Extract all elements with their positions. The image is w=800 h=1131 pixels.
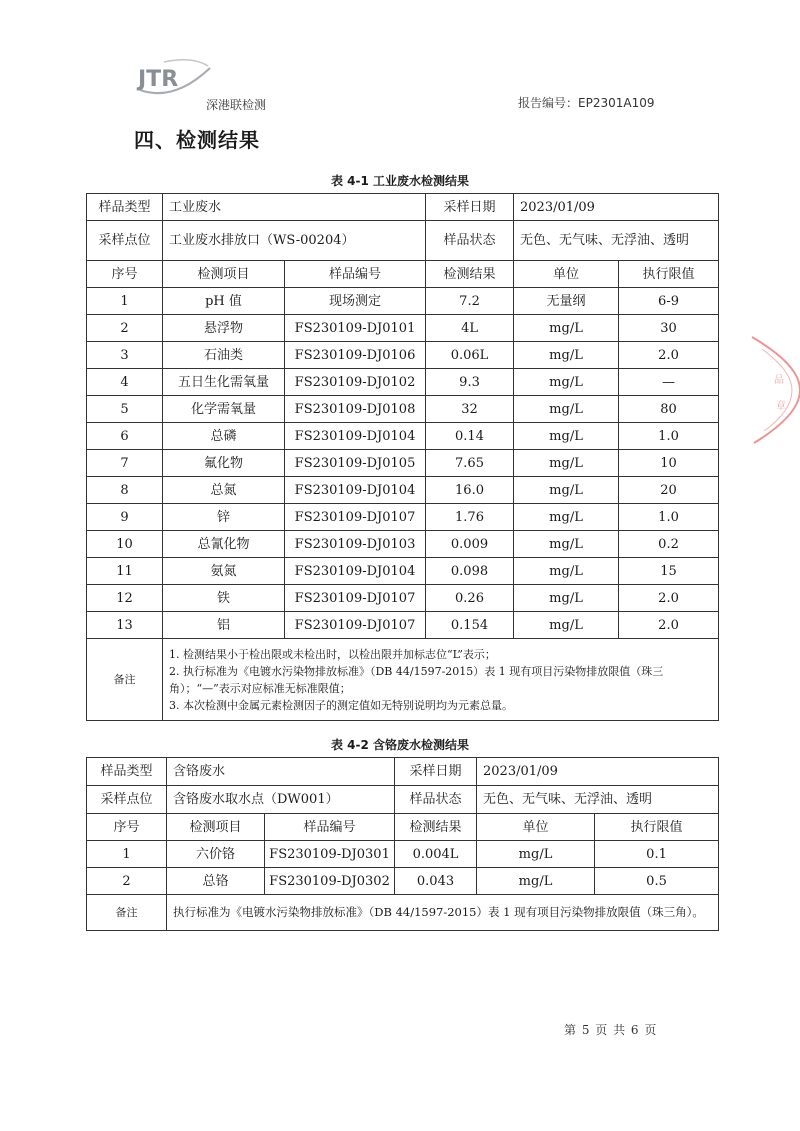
cell-no: 7: [87, 450, 163, 477]
cell-result: 7.65: [426, 450, 514, 477]
company-name: 深港联检测: [206, 98, 267, 112]
sampling-date-value: 2023/01/09: [477, 758, 719, 786]
cell-unit: mg/L: [514, 558, 619, 585]
col-header: 执行限值: [595, 814, 719, 841]
table-row: [87, 315, 719, 342]
cell-item: 氨氮: [163, 558, 285, 585]
col-header: 检测结果: [395, 814, 477, 841]
table-row: [87, 585, 719, 612]
cell-item: 氟化物: [163, 450, 285, 477]
cell-limit: 2.0: [619, 585, 719, 612]
cell-unit: mg/L: [514, 396, 619, 423]
cell-unit: mg/L: [514, 531, 619, 558]
cell-sample-id: FS230109-DJ0103: [285, 531, 426, 558]
cell-no: 1: [87, 288, 163, 315]
cell-unit: mg/L: [514, 585, 619, 612]
cell-limit: 0.5: [595, 868, 719, 895]
cell-unit: 无量纲: [514, 288, 619, 315]
cell-no: 1: [87, 841, 167, 868]
cell-result: 4L: [426, 315, 514, 342]
col-header: 检测项目: [163, 261, 285, 288]
cell-item: 总氮: [163, 477, 285, 504]
cell-sample-id: FS230109-DJ0108: [285, 396, 426, 423]
cell-no: 2: [87, 315, 163, 342]
cell-item: 铁: [163, 585, 285, 612]
cell-limit: 2.0: [619, 342, 719, 369]
cell-sample-id: FS230109-DJ0107: [285, 612, 426, 639]
sampling-point-value: 工业废水排放口（WS-00204）: [163, 221, 426, 261]
logo-lettering: JTR: [138, 67, 179, 92]
cell-no: 11: [87, 558, 163, 585]
cell-item: pH 值: [163, 288, 285, 315]
table-row: [87, 868, 719, 895]
sample-type-label: 样品类型: [87, 194, 163, 221]
cell-sample-id: FS230109-DJ0107: [285, 504, 426, 531]
cell-unit: mg/L: [477, 868, 595, 895]
table-row: [87, 450, 719, 477]
cell-unit: mg/L: [514, 477, 619, 504]
note-line: 1. 检测结果小于检出限或未检出时，以检出限并加标志位“L”表示；: [169, 647, 496, 661]
sample-state-label: 样品状态: [426, 221, 514, 261]
cell-item: 总氰化物: [163, 531, 285, 558]
page-footer: 第 5 页 共 6 页: [564, 1023, 657, 1037]
cell-limit: 80: [619, 396, 719, 423]
cell-result: 0.043: [395, 868, 477, 895]
cell-limit: 1.0: [619, 504, 719, 531]
cell-result: 1.76: [426, 504, 514, 531]
cell-unit: mg/L: [514, 612, 619, 639]
cell-limit: 15: [619, 558, 719, 585]
sample-state-value: 无色、无气味、无浮油、透明: [514, 221, 719, 261]
cell-result: 32: [426, 396, 514, 423]
col-header: 执行限值: [619, 261, 719, 288]
cell-item: 化学需氧量: [163, 396, 285, 423]
cell-limit: 10: [619, 450, 719, 477]
cell-unit: mg/L: [514, 342, 619, 369]
cell-sample-id: 现场测定: [285, 288, 426, 315]
cell-no: 4: [87, 369, 163, 396]
cell-unit: mg/L: [514, 450, 619, 477]
cell-unit: mg/L: [514, 504, 619, 531]
cell-result: 0.26: [426, 585, 514, 612]
cell-item: 六价铬: [167, 841, 265, 868]
table-row: [87, 841, 719, 868]
cell-result: 0.098: [426, 558, 514, 585]
col-header: 单位: [477, 814, 595, 841]
col-header: 检测结果: [426, 261, 514, 288]
cell-unit: mg/L: [514, 315, 619, 342]
seal-stamp-icon: [748, 335, 800, 445]
sample-state-value: 无色、无气味、无浮油、透明: [477, 786, 719, 814]
cell-no: 8: [87, 477, 163, 504]
cell-no: 12: [87, 585, 163, 612]
table-row: [87, 396, 719, 423]
jtr-logo-icon: [134, 58, 214, 96]
table-row: [87, 504, 719, 531]
sampling-date-value: 2023/01/09: [514, 194, 719, 221]
cell-item: 五日生化需氧量: [163, 369, 285, 396]
cell-sample-id: FS230109-DJ0107: [285, 585, 426, 612]
cell-result: 0.009: [426, 531, 514, 558]
note-line: 2. 执行标准为《电镀水污染物排放标准》（DB 44/1597-2015）表 1 现有项目污染物排放限值（珠三角）；“—”表示对应标准无标准限值；: [169, 664, 664, 695]
table-row: [87, 342, 719, 369]
note-line: 3. 本次检测中金属元素检测因子的测定值如无特别说明均为元素总量。: [169, 698, 513, 712]
report-number: 报告编号：EP2301A109: [518, 96, 655, 110]
table-row: [87, 558, 719, 585]
table1-notes-row: [87, 639, 719, 721]
cell-item: 石油类: [163, 342, 285, 369]
sample-type-value: 工业废水: [163, 194, 426, 221]
cell-no: 13: [87, 612, 163, 639]
table2-info-row: [87, 758, 719, 786]
cell-sample-id: FS230109-DJ0104: [285, 477, 426, 504]
table1-caption: 表 4-1 工业废水检测结果: [330, 174, 470, 188]
col-header: 样品编号: [285, 261, 426, 288]
table-row: [87, 612, 719, 639]
cell-sample-id: FS230109-DJ0101: [285, 315, 426, 342]
table-row: [87, 423, 719, 450]
table1-header-row: [87, 261, 719, 288]
table-row: [87, 288, 719, 315]
cell-item: 锌: [163, 504, 285, 531]
cell-sample-id: FS230109-DJ0302: [265, 868, 395, 895]
cell-result: 7.2: [426, 288, 514, 315]
sampling-date-label: 采样日期: [395, 758, 477, 786]
cell-result: 0.06L: [426, 342, 514, 369]
cell-item: 总铬: [167, 868, 265, 895]
cell-item: 总磷: [163, 423, 285, 450]
table-row: [87, 531, 719, 558]
sampling-point-label: 采样点位: [87, 786, 167, 814]
cell-no: 5: [87, 396, 163, 423]
sample-state-label: 样品状态: [395, 786, 477, 814]
notes-label: 备注: [87, 895, 167, 931]
section-title: 四、检测结果: [134, 128, 260, 152]
table1-info-row: [87, 221, 719, 261]
cell-item: 铝: [163, 612, 285, 639]
cell-limit: 20: [619, 477, 719, 504]
svg-text:品: 品: [774, 375, 784, 386]
cell-item: 悬浮物: [163, 315, 285, 342]
sampling-point-label: 采样点位: [87, 221, 163, 261]
cell-result: 16.0: [426, 477, 514, 504]
cell-sample-id: FS230109-DJ0105: [285, 450, 426, 477]
cell-unit: mg/L: [477, 841, 595, 868]
notes-content: 执行标准为《电镀水污染物排放标准》（DB 44/1597-2015）表 1 现有项目污染物排放限值（珠三角）。: [167, 895, 719, 931]
cell-limit: 0.1: [595, 841, 719, 868]
table-row: [87, 369, 719, 396]
cell-result: 0.14: [426, 423, 514, 450]
cell-sample-id: FS230109-DJ0106: [285, 342, 426, 369]
table2-caption: 表 4-2 含铬废水检测结果: [330, 738, 470, 752]
cell-sample-id: FS230109-DJ0102: [285, 369, 426, 396]
chromium-wastewater-table: [86, 757, 719, 931]
cell-no: 2: [87, 868, 167, 895]
cell-limit: 0.2: [619, 531, 719, 558]
cell-result: 0.004L: [395, 841, 477, 868]
industrial-wastewater-table: [86, 193, 719, 721]
col-header: 检测项目: [167, 814, 265, 841]
table2-header-row: [87, 814, 719, 841]
col-header: 单位: [514, 261, 619, 288]
cell-sample-id: FS230109-DJ0104: [285, 423, 426, 450]
svg-text:章: 章: [776, 401, 786, 412]
sample-type-label: 样品类型: [87, 758, 167, 786]
cell-result: 9.3: [426, 369, 514, 396]
cell-no: 6: [87, 423, 163, 450]
notes-label: 备注: [87, 639, 163, 721]
cell-sample-id: FS230109-DJ0301: [265, 841, 395, 868]
cell-limit: 2.0: [619, 612, 719, 639]
col-header: 序号: [87, 261, 163, 288]
table2-info-row: [87, 786, 719, 814]
sampling-date-label: 采样日期: [426, 194, 514, 221]
cell-no: 9: [87, 504, 163, 531]
cell-limit: 1.0: [619, 423, 719, 450]
cell-sample-id: FS230109-DJ0104: [285, 558, 426, 585]
cell-limit: 30: [619, 315, 719, 342]
cell-limit: —: [619, 369, 719, 396]
cell-limit: 6-9: [619, 288, 719, 315]
cell-no: 10: [87, 531, 163, 558]
table-row: [87, 477, 719, 504]
notes-content: [163, 639, 719, 721]
company-logo: [134, 58, 284, 110]
cell-no: 3: [87, 342, 163, 369]
sample-type-value: 含铬废水: [167, 758, 395, 786]
sampling-point-value: 含铬废水取水点（DW001）: [167, 786, 395, 814]
cell-unit: mg/L: [514, 369, 619, 396]
col-header: 序号: [87, 814, 167, 841]
table1-info-row: [87, 194, 719, 221]
table2-notes-row: [87, 895, 719, 931]
cell-unit: mg/L: [514, 423, 619, 450]
col-header: 样品编号: [265, 814, 395, 841]
cell-result: 0.154: [426, 612, 514, 639]
